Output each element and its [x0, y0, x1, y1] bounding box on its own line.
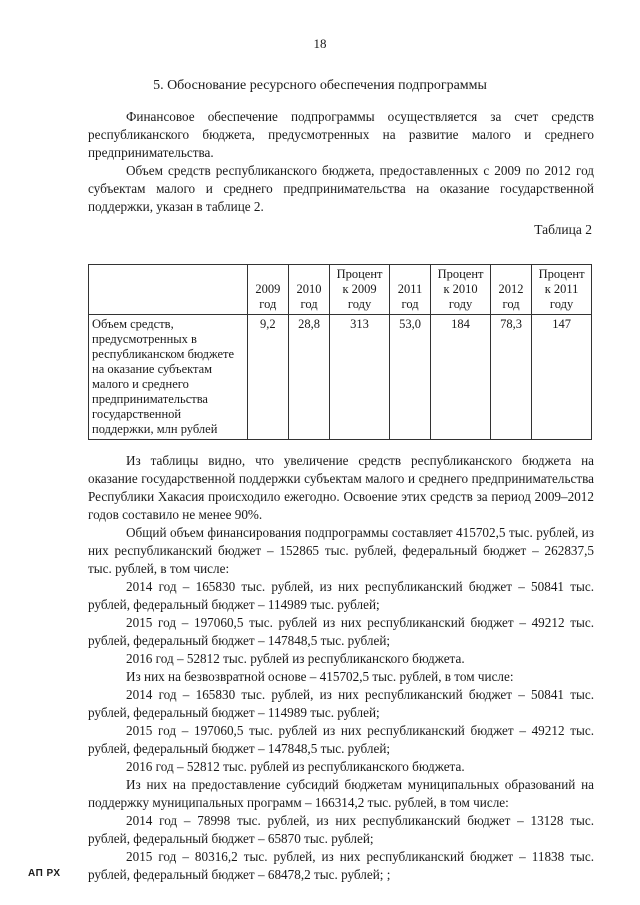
paragraph: 2015 год – 197060,5 тыс. рублей из них республиканский бюджет – 49212 тыс. рублей, федеральный бюджет – 147848,5 тыс. рублей;	[88, 615, 594, 648]
table-cell: 147	[532, 315, 592, 440]
paragraph: Общий объем финансирования подпрограммы составляет 415702,5 тыс. рублей, из них республиканский бюджет – 152865 тыс. рублей, федеральный бюджет – 262837,5 тыс. рублей, в том числе:	[88, 525, 594, 576]
table-header-cell: 2009 год	[247, 265, 288, 315]
table-header-cell: Процент к 2010 году	[431, 265, 491, 315]
intro-text	[88, 108, 594, 216]
paragraph: 2014 год – 165830 тыс. рублей, из них республиканский бюджет – 50841 тыс. рублей, федеральный бюджет – 114989 тыс. рублей;	[88, 579, 594, 612]
paragraph: 2014 год – 165830 тыс. рублей, из них республиканский бюджет – 50841 тыс. рублей, федеральный бюджет – 114989 тыс. рублей;	[88, 687, 594, 720]
table-cell: 53,0	[389, 315, 430, 440]
table-row-label: Объем средств, предусмотренных в республиканском бюджете на оказание субъектам малого и среднего предпринимательства государственной поддержки, млн рублей	[89, 315, 248, 440]
page-number: 18	[313, 36, 327, 51]
section-title: 5. Обоснование ресурсного обеспечения подпрограммы	[153, 78, 487, 93]
paragraph: Из них на безвозвратной основе – 415702,5 тыс. рублей, в том числе:	[126, 669, 514, 684]
table-header-cell: Процент к 2009 году	[330, 265, 390, 315]
paragraph: Из таблицы видно, что увеличение средств республиканского бюджета на оказание государственной поддержки субъектам малого и среднего предпринимательства Республики Хакасия происходило ежегодно. Освоение этих средств за период 2009–2012 годов составило не менее 90%.	[88, 453, 594, 522]
footer-stamp: АП РХ	[28, 868, 61, 879]
table-caption: Таблица 2	[534, 222, 592, 237]
paragraph: Из них на предоставление субсидий бюджетам муниципальных образований на поддержку муниципальных программ – 166314,2 тыс. рублей, в том числе:	[88, 777, 594, 810]
paragraph: 2014 год – 78998 тыс. рублей, из них республиканский бюджет – 13128 тыс. рублей, федеральный бюджет – 65870 тыс. рублей;	[88, 813, 594, 846]
paragraph: 2015 год – 80316,2 тыс. рублей, из них республиканский бюджет – 11838 тыс. рублей, федеральный бюджет – 68478,2 тыс. рублей; ;	[88, 849, 594, 882]
table-header-row	[89, 265, 592, 315]
table-header-cell: 2012 год	[490, 265, 531, 315]
table-cell: 28,8	[288, 315, 329, 440]
paragraph: Финансовое обеспечение подпрограммы осуществляется за счет средств республиканского бюджета, предусмотренных на развитие малого и среднего предпринимательства.	[88, 109, 594, 160]
table-cell: 78,3	[490, 315, 531, 440]
paragraph: 2016 год – 52812 тыс. рублей из республиканского бюджета.	[126, 651, 465, 666]
table-cell: 9,2	[247, 315, 288, 440]
table-header-cell: 2010 год	[288, 265, 329, 315]
table-header-cell: 2011 год	[389, 265, 430, 315]
body-text	[88, 452, 594, 884]
paragraph: 2015 год – 197060,5 тыс. рублей из них республиканский бюджет – 49212 тыс. рублей, федеральный бюджет – 147848,5 тыс. рублей;	[88, 723, 594, 756]
data-table	[88, 264, 592, 440]
paragraph: 2016 год – 52812 тыс. рублей из республиканского бюджета.	[126, 759, 465, 774]
paragraph: Объем средств республиканского бюджета, предоставленных с 2009 по 2012 год субъектам малого и среднего предпринимательства на оказание государственной поддержки, указан в таблице 2.	[88, 163, 594, 214]
table-cell: 313	[330, 315, 390, 440]
table-header-cell	[89, 265, 248, 315]
table-row	[89, 315, 592, 440]
table-header-cell: Процент к 2011 году	[532, 265, 592, 315]
table-cell: 184	[431, 315, 491, 440]
